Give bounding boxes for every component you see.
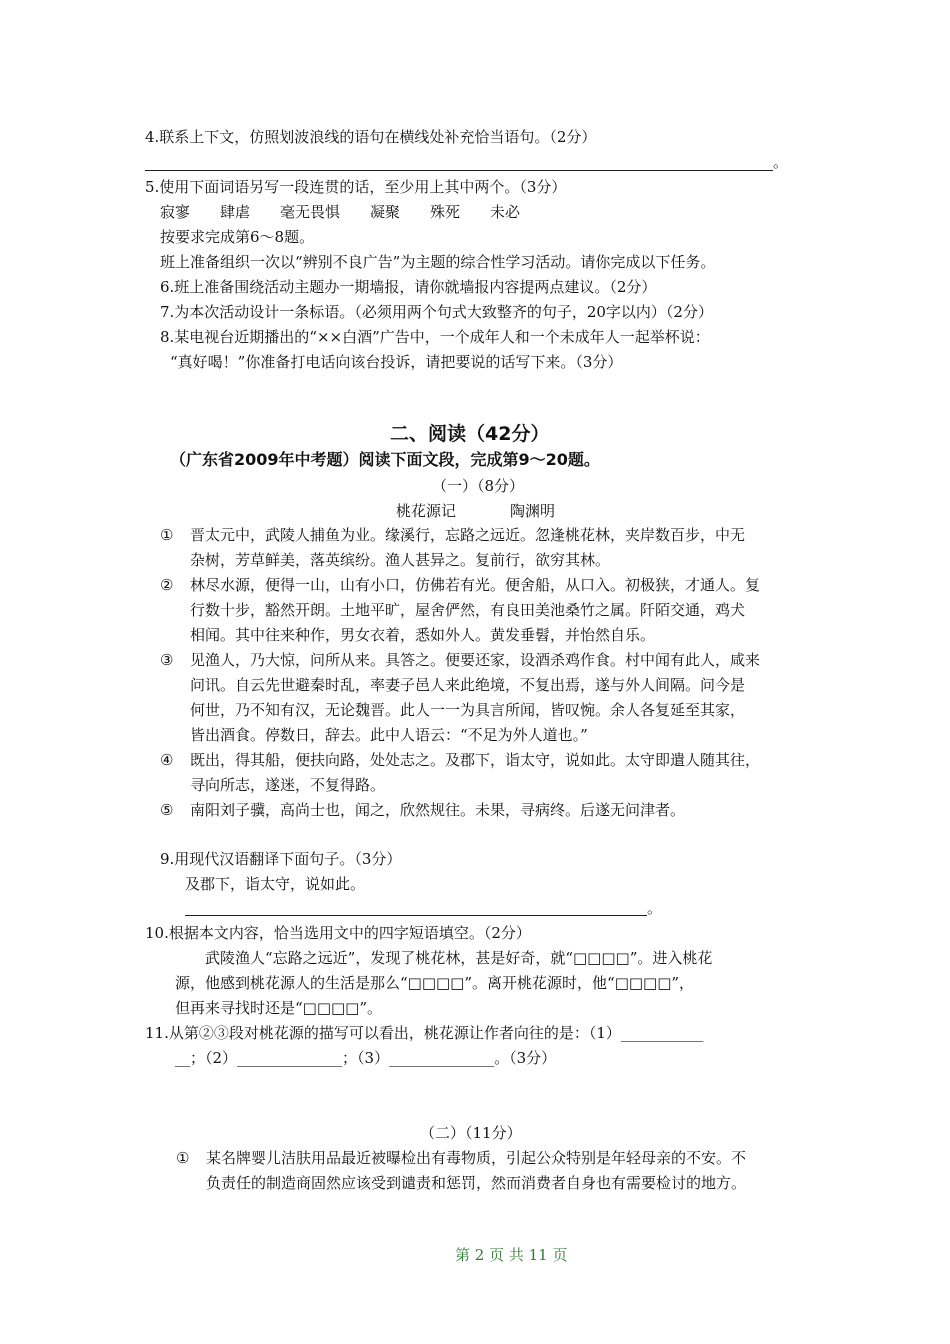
part-2-paragraph-1-marker: ① xyxy=(176,1149,190,1167)
paragraph-2-line: 林尽水源，便得一山，山有小口，仿佛若有光。便舍船，从口入。初极狭，才通人。复 xyxy=(190,576,761,594)
paragraph-3-line: 见渔人，乃大惊，问所从来。具答之。便要还家，设酒杀鸡作食。村中闻有此人，咸来 xyxy=(190,651,761,669)
paragraph-3-line: 问讯。自云先世避秦时乱，率妻子邑人来此绝境，不复出焉，遂与外人间隔。问今是 xyxy=(190,676,746,694)
activity-intro: 班上准备组织一次以“辨别不良广告”为主题的综合性学习活动。请你完成以下任务。 xyxy=(160,253,716,271)
question-8-line-1: 8.某电视台近期播出的“××白酒”广告中，一个成年人和一个未成年人一起举杯说： xyxy=(160,328,710,346)
question-7: 7.为本次活动设计一条标语。（必须用两个句式大致整齐的句子，20字以内）（2分） xyxy=(160,303,713,321)
task-intro: 按要求完成第6～8题。 xyxy=(160,228,315,246)
paragraph-2-marker: ② xyxy=(160,576,174,594)
question-9-sentence: 及郡下，诣太守，说如此。 xyxy=(185,875,366,893)
question-11-line: __；（2）______________；（3）______________。（3分） xyxy=(175,1049,557,1067)
paragraph-5-line: 南阳刘子骥，高尚士也，闻之，欣然规往。未果，寻病终。后遂无问津者。 xyxy=(190,801,686,819)
page-footer: 第 2 页 共 11 页 xyxy=(455,1246,568,1264)
paragraph-2-line: 行数十步，豁然开朗。土地平旷，屋舍俨然，有良田美池桑竹之属。阡陌交通，鸡犬 xyxy=(190,601,746,619)
question-10-line: 但再来寻找时还是“□□□□”。 xyxy=(175,999,383,1017)
article-author: 陶渊明 xyxy=(510,502,556,520)
part-2-header: （二）（11分） xyxy=(420,1124,522,1142)
section-2-subtitle: （广东省2009年中考题）阅读下面文段，完成第9～20题。 xyxy=(170,450,600,469)
article-title: 桃花源记 xyxy=(396,502,457,520)
question-8-line-2: “真好喝！”你准备打电话向该台投诉，请把要说的话写下来。（3分） xyxy=(170,353,623,371)
part-1-header: （一）（8分） xyxy=(432,477,525,495)
question-9: 9.用现代汉语翻译下面句子。（3分） xyxy=(160,850,402,868)
paragraph-1-marker: ① xyxy=(160,526,174,544)
answer-end-9: 。 xyxy=(647,899,663,917)
question-5: 5.使用下面词语另写一段连贯的话，至少用上其中两个。（3分） xyxy=(145,178,567,196)
answer-line-9[interactable] xyxy=(185,915,647,916)
question-10-line: 武陵渔人“忘路之远近”，发现了桃花林，甚是好奇，就“□□□□”。进入桃花 xyxy=(205,949,713,967)
part-2-paragraph-1-line: 某名牌婴儿洁肤用品最近被曝检出有毒物质，引起公众特别是年轻母亲的不安。不 xyxy=(206,1149,747,1167)
question-4: 4.联系上下文，仿照划波浪线的语句在横线处补充恰当语句。（2分） xyxy=(145,128,597,146)
paragraph-3-line: 皆出酒食。停数日，辞去。此中人语云：“不足为外人道也。” xyxy=(190,726,588,744)
part-2-paragraph-1-line: 负责任的制造商固然应该受到谴责和惩罚，然而消费者自身也有需要检讨的地方。 xyxy=(206,1174,747,1192)
question-10: 10.根据本文内容，恰当选用文中的四字短语填空。（2分） xyxy=(145,924,531,942)
answer-end-4: 。 xyxy=(773,153,789,171)
question-11-line: 11.从第②③段对桃花源的描写可以看出，桃花源让作者向往的是：（1）___________ xyxy=(145,1024,704,1042)
answer-line-4[interactable] xyxy=(145,170,773,171)
paragraph-5-marker: ⑤ xyxy=(160,801,174,819)
paragraph-4-line: 既出，得其船，便扶向路，处处志之。及郡下，诣太守，说如此。太守即遣人随其往， xyxy=(190,751,761,769)
paragraph-4-marker: ④ xyxy=(160,751,174,769)
question-6: 6.班上准备围绕活动主题办一期墙报，请你就墙报内容提两点建议。（2分） xyxy=(160,278,657,296)
paragraph-3-marker: ③ xyxy=(160,651,174,669)
paragraph-3-line: 何世，乃不知有汉，无论魏晋。此人一一为具言所闻，皆叹惋。余人各复延至其家， xyxy=(190,701,746,719)
section-2-title: 二、阅读（42分） xyxy=(390,423,550,445)
paragraph-1-line: 晋太元中，武陵人捕鱼为业。缘溪行，忘路之远近。忽逢桃花林，夹岸数百步，中无 xyxy=(190,526,746,544)
paragraph-2-line: 相闻。其中往来种作，男女衣着，悉如外人。黄发垂髫，并怡然自乐。 xyxy=(190,626,656,644)
word-list-5: 寂寥 肆虐 毫无畏惧 凝聚 殊死 未必 xyxy=(160,203,521,221)
paragraph-4-line: 寻向所志，遂迷，不复得路。 xyxy=(190,776,386,794)
paragraph-1-line: 杂树，芳草鲜美，落英缤纷。渔人甚异之。复前行，欲穷其林。 xyxy=(190,551,611,569)
question-10-line: 源，他感到桃花源人的生活是那么“□□□□”。离开桃花源时，他“□□□□”， xyxy=(175,974,695,992)
